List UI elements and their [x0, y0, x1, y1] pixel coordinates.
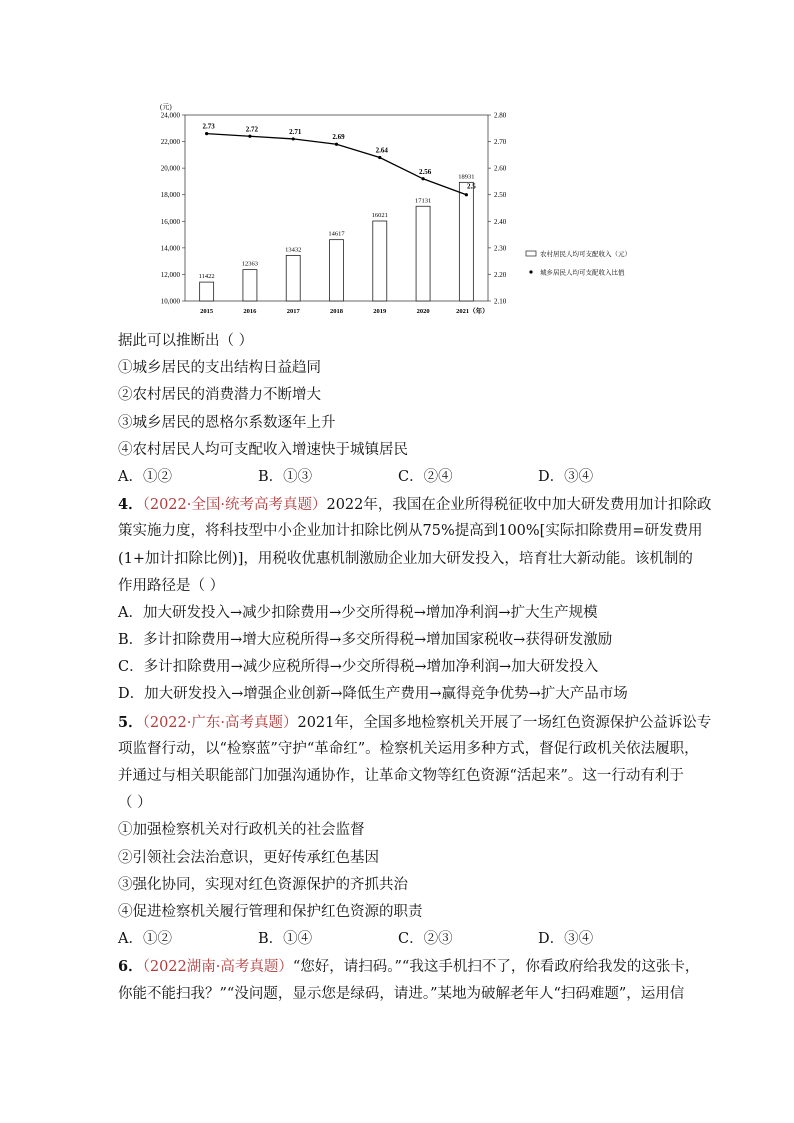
x-tick-label: 2016	[243, 308, 257, 315]
left-tick-label: 10,000	[160, 297, 180, 306]
ratio-point	[205, 132, 208, 135]
left-tick-label: 20,000	[160, 164, 180, 173]
bar-value-label: 17131	[414, 197, 432, 205]
bar-rural-income	[459, 182, 473, 301]
q5-option-d[interactable]: D．③④	[538, 931, 594, 948]
bar-value-label: 14617	[328, 230, 345, 238]
x-tick-label: 2015	[200, 308, 214, 315]
ratio-value-label: 2.73	[202, 122, 215, 131]
right-tick-label: 2.10	[494, 297, 507, 306]
x-tick-label: 2020	[416, 308, 430, 315]
bar-value-label: 11422	[198, 273, 215, 281]
q4-number: 4．	[118, 496, 143, 514]
x-tick-label: 2021（年）	[456, 308, 489, 315]
bar-value-label: 13432	[285, 246, 302, 254]
ratio-point	[378, 156, 381, 159]
q4-option-a[interactable]: A．加大研发投入→减少扣除费用→少交所得税→增加净利润→扩大生产规模	[118, 604, 598, 621]
question-document	[118, 328, 712, 1008]
bar-value-label: 12363	[241, 260, 259, 268]
ratio-point	[292, 137, 295, 140]
q3-stem: 据此可以推断出（ ）	[118, 333, 254, 349]
ratio-value-label: 2.71	[289, 127, 302, 136]
bar-rural-income	[200, 282, 214, 301]
q5-option-b[interactable]: B．①④	[258, 931, 313, 948]
bar-rural-income	[416, 206, 430, 301]
q3-item-2: ②农村居民的消费潜力不断增大	[118, 387, 321, 404]
q3-option-a[interactable]: A．①②	[118, 468, 172, 485]
x-tick-label: 2018	[330, 308, 343, 315]
q6-line-2: 你能不能扫我？”“没问题，显示您是绿码，请进。”某地为破解老年人“扫码难题”，运用信	[118, 985, 685, 1002]
ratio-value-label: 2.64	[375, 146, 388, 155]
left-tick-label: 14,000	[160, 244, 180, 253]
q3-item-1: ①城乡居民的支出结构日益趋同	[118, 360, 321, 377]
legend-bar-swatch	[526, 251, 536, 256]
q5-item-4: ④促进检察机关履行管理和保护红色资源的职责	[118, 903, 423, 920]
legend-line-label: 城乡居民人均可支配收入比值	[540, 269, 625, 277]
right-tick-label: 2.80	[494, 111, 507, 120]
q3-item-3: ③城乡居民的恩格尔系数逐年上升	[118, 414, 336, 431]
q3-option-b[interactable]: B．①③	[258, 468, 313, 485]
q5-source: （2022·广东·高考真题）	[142, 714, 298, 731]
q5-option-c[interactable]: C．②③	[398, 931, 453, 948]
right-tick-label: 2.30	[494, 244, 507, 253]
right-tick-label: 2.70	[494, 138, 507, 147]
q3-option-c[interactable]: C．②④	[398, 468, 453, 485]
q4-text-1: 2022年，我国在企业所得税征收中加大研发费用加计扣除政	[326, 497, 712, 514]
q5-item-1: ①加强检察机关对行政机关的社会监督	[118, 822, 365, 839]
q4-source: （2022·全国·统考高考真题）	[142, 497, 327, 514]
q5-line-4: （ ）	[118, 795, 152, 812]
q6-number: 6．	[118, 958, 143, 976]
left-tick-label: 18,000	[160, 191, 180, 200]
q5-option-a[interactable]: A．①②	[118, 931, 172, 948]
x-tick-label: 2017	[286, 308, 300, 315]
income-chart	[150, 100, 670, 322]
ratio-point	[335, 143, 338, 146]
q4-line-3: (1+加计扣除比例)]，用税收优惠机制激励企业加大研发投入，培育壮大新动能。该机制的	[118, 550, 693, 567]
q5-line-1	[118, 709, 712, 736]
ratio-value-label: 2.56	[418, 167, 432, 176]
q3-options	[118, 464, 678, 491]
ratio-point	[248, 135, 251, 138]
bar-rural-income	[373, 221, 387, 301]
q5-line-3: 并通过与相关职能部门加强沟通协作，让革命文物等红色资源“活起来”。这一行动有利于	[118, 768, 684, 784]
left-tick-label: 24,000	[160, 111, 180, 120]
bar-value-label: 18931	[458, 173, 475, 181]
q4-line-2: 策实施力度，将科技型中小企业加计扣除比例从75%提高到100%[实际扣除费用=研发费用	[118, 523, 703, 540]
q4-line-1	[118, 491, 712, 518]
q6-text-1: “您好，请扫码。”“我这手机扫不了，你看政府给我发的这张卡，	[292, 959, 700, 976]
ratio-value-label: 2.69	[332, 133, 345, 142]
q5-number: 5．	[118, 713, 143, 731]
q5-item-2: ②引领社会法治意识，更好传承红色基因	[118, 849, 379, 866]
bar-rural-income	[330, 240, 344, 301]
right-tick-label: 2.20	[494, 270, 507, 279]
right-tick-label: 2.60	[494, 164, 507, 173]
q6-line-1	[118, 953, 700, 980]
legend-line-swatch	[529, 270, 532, 273]
ratio-point	[465, 193, 468, 196]
q5-item-3: ③强化协同，实现对红色资源保护的齐抓共治	[118, 876, 408, 893]
q6-source: （2022湖南·高考真题）	[142, 959, 293, 976]
left-tick-label: 12,000	[160, 270, 180, 279]
bar-rural-income	[243, 270, 257, 301]
legend-bar-label: 农村居民人均可支配收入（元）	[540, 251, 631, 258]
left-tick-label: 22,000	[160, 138, 180, 147]
bar-value-label: 16021	[371, 212, 388, 220]
q4-option-c[interactable]: C．多计扣除费用→减少应税所得→少交所得税→增加净利润→加大研发投入	[118, 659, 599, 676]
x-tick-label: 2019	[373, 308, 387, 315]
q4-option-b[interactable]: B．多计扣除费用→增大应税所得→多交所得税→增加国家税收→获得研发激励	[118, 632, 613, 649]
right-tick-label: 2.50	[494, 191, 507, 200]
q5-line-2: 项监督行动，以“检察蓝”守护“革命红”。检察机关运用多种方式，督促行政机关依法履职，	[118, 740, 699, 757]
bar-rural-income	[286, 255, 300, 301]
ratio-point	[421, 177, 424, 180]
ratio-value-label: 2.72	[245, 125, 259, 134]
left-axis-unit: (元)	[160, 103, 172, 111]
q3-item-4: ④农村居民人均可支配收入增速快于城镇居民	[118, 441, 408, 458]
q4-line-4: 作用路径是（ ）	[118, 577, 225, 594]
left-tick-label: 16,000	[160, 217, 180, 226]
q3-option-d[interactable]: D．③④	[538, 468, 594, 485]
q4-option-d[interactable]: D．加大研发投入→增强企业创新→降低生产费用→赢得竞争优势→扩大产品市场	[118, 686, 628, 703]
right-tick-label: 2.40	[494, 217, 507, 226]
q5-options	[118, 926, 678, 953]
q5-text-1: 2021年，全国多地检察机关开展了一场红色资源保护公益诉讼专	[297, 714, 712, 731]
ratio-value-label: 2.5	[466, 182, 476, 191]
